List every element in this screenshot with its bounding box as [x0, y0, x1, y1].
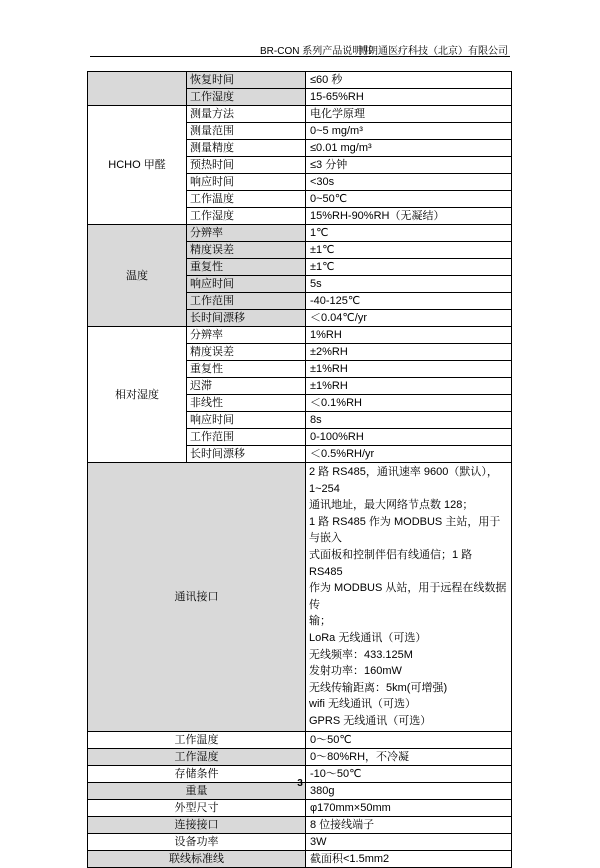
humidity-group-label: 相对湿度 — [88, 327, 187, 463]
general-label: 工作温度 — [88, 731, 306, 748]
param-value: 1%RH — [306, 327, 512, 344]
comm-line: 发射功率：160mW — [309, 665, 402, 678]
param-value: ＜0.1%RH — [306, 395, 512, 412]
param-label: 工作湿度 — [187, 89, 306, 106]
param-value: ±1℃ — [306, 259, 512, 276]
general-value: 3W — [306, 833, 512, 850]
param-value: ≤0.01 mg/m³ — [306, 140, 512, 157]
table-row — [88, 748, 512, 765]
param-value: ±1℃ — [306, 242, 512, 259]
param-value: 5s — [306, 276, 512, 293]
company-name: 博朗通医疗科技（北京）有限公司 — [358, 46, 508, 57]
param-value: ≤60 秒 — [306, 72, 512, 89]
table-row — [88, 799, 512, 816]
param-label: 响应时间 — [187, 174, 306, 191]
comm-line: 1 路 RS485 作为 MODBUS 主站，用于与嵌入 — [309, 515, 501, 545]
general-label: 联线标准线 — [88, 850, 306, 867]
param-value: ≤3 分钟 — [306, 157, 512, 174]
page-header — [90, 40, 510, 57]
comm-line: GPRS 无线通讯（可选） — [309, 714, 432, 727]
param-value: ＜0.5%RH/yr — [306, 446, 512, 463]
general-value: 截面积<1.5mm2 — [306, 850, 512, 867]
comm-line: 输； — [309, 615, 331, 628]
general-value: 380g — [306, 782, 512, 799]
table-row — [88, 463, 512, 732]
table-row — [88, 833, 512, 850]
param-label: 响应时间 — [187, 276, 306, 293]
comm-line: 2 路 RS485，通讯速率 9600（默认），1~254 — [309, 466, 498, 495]
page-number: 3 — [297, 778, 303, 789]
param-label: 精度误差 — [187, 344, 306, 361]
param-value: ±1%RH — [306, 378, 512, 395]
general-value: φ170mm×50mm — [306, 799, 512, 816]
param-value: -40-125℃ — [306, 293, 512, 310]
param-value: ±1%RH — [306, 361, 512, 378]
table-row — [88, 72, 512, 89]
param-value: 8s — [306, 412, 512, 429]
param-value: 15%RH-90%RH（无凝结） — [306, 208, 512, 225]
param-value: ±2%RH — [306, 344, 512, 361]
general-label: 存储条件 — [88, 765, 306, 782]
spec-table — [87, 71, 512, 868]
param-label: 恢复时间 — [187, 72, 306, 89]
param-value: ＜0.04℃/yr — [306, 310, 512, 327]
comm-line: 无线频率：433.125M — [309, 648, 413, 661]
param-label: 测量精度 — [187, 140, 306, 157]
general-label: 连接接口 — [88, 816, 306, 833]
param-value: 0~5 mg/m³ — [306, 123, 512, 140]
table-row — [88, 850, 512, 867]
param-label: 预热时间 — [187, 157, 306, 174]
param-value: 0-100%RH — [306, 429, 512, 446]
hcho-group-label: HCHO 甲醛 — [88, 106, 187, 225]
param-label: 工作范围 — [187, 429, 306, 446]
param-label: 响应时间 — [187, 412, 306, 429]
param-label: 分辨率 — [187, 225, 306, 242]
param-label: 分辨率 — [187, 327, 306, 344]
top_group-group-label — [88, 72, 187, 106]
temperature-group-label: 温度 — [88, 225, 187, 327]
comm-label: 通讯接口 — [88, 463, 306, 732]
table-row — [88, 816, 512, 833]
param-label: 测量方法 — [187, 106, 306, 123]
comm-line: 作为 MODBUS 从站，用于远程在线数据传 — [309, 582, 507, 611]
param-label: 重复性 — [187, 259, 306, 276]
general-label: 重量 — [88, 782, 306, 799]
comm-line: 通讯地址，最大网络节点数 128； — [309, 499, 474, 512]
param-label: 长时间漂移 — [187, 310, 306, 327]
param-label: 长时间漂移 — [187, 446, 306, 463]
param-label: 非线性 — [187, 395, 306, 412]
param-value: 电化学原理 — [306, 106, 512, 123]
general-value: 0～50℃ — [306, 731, 512, 748]
doc-title: BR-CON 系列产品说明书 — [260, 46, 373, 57]
param-label: 精度误差 — [187, 242, 306, 259]
param-label: 工作湿度 — [187, 208, 306, 225]
comm-line: 式面板和控制伴侣有线通信；1 路 RS485 — [309, 548, 473, 578]
general-label: 设备功率 — [88, 833, 306, 850]
param-label: 迟滞 — [187, 378, 306, 395]
general-value: 0～80%RH，不冷凝 — [306, 748, 512, 765]
param-value: 0~50℃ — [306, 191, 512, 208]
table-row — [88, 225, 512, 242]
general-value: 8 位接线端子 — [306, 816, 512, 833]
general-value: -10～50℃ — [306, 765, 512, 782]
param-value: <30s — [306, 174, 512, 191]
table-row — [88, 106, 512, 123]
comm-description — [306, 463, 512, 732]
param-label: 测量范围 — [187, 123, 306, 140]
general-label: 工作湿度 — [88, 748, 306, 765]
general-label: 外型尺寸 — [88, 799, 306, 816]
comm-line: 无线传输距离：5km(可增强) — [309, 681, 448, 694]
comm-line: LoRa 无线通讯（可选） — [309, 631, 427, 644]
param-label: 重复性 — [187, 361, 306, 378]
param-label: 工作温度 — [187, 191, 306, 208]
table-row — [88, 731, 512, 748]
param-value: 15-65%RH — [306, 89, 512, 106]
param-value: 1℃ — [306, 225, 512, 242]
comm-line: wifi 无线通讯（可选） — [309, 698, 416, 711]
table-row — [88, 327, 512, 344]
param-label: 工作范围 — [187, 293, 306, 310]
